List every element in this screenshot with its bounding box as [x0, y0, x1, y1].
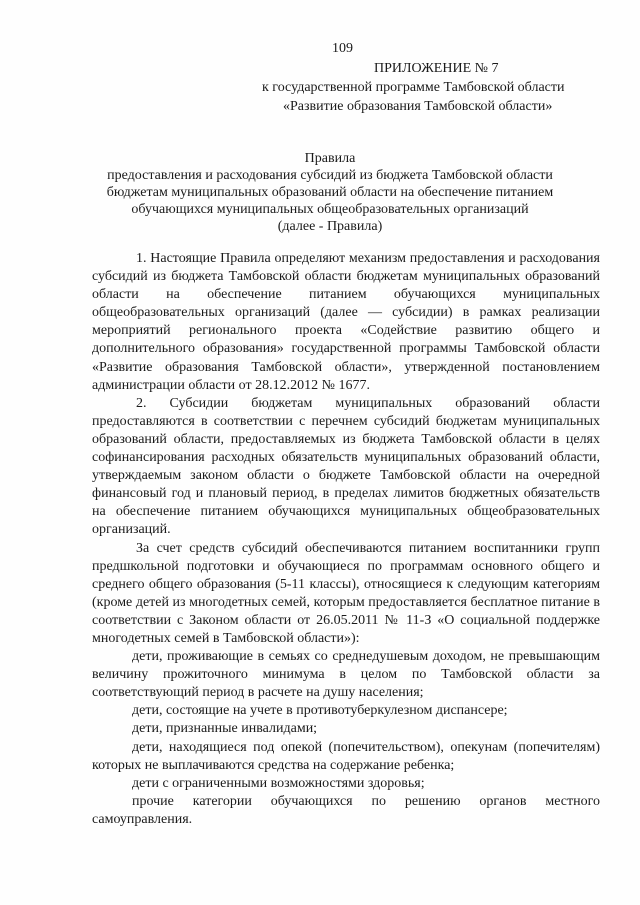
category-item: прочие категории обучающихся по решению органов местного самоуправления.	[92, 793, 600, 827]
appendix-line-2: «Развитие образования Тамбовской области»	[283, 99, 553, 114]
category-item: дети с ограниченными возможностями здоровья;	[132, 775, 425, 791]
paragraph-2: 2. Субсидии бюджетам муниципальных образований области предоставляются в соответствии с перечнем субсидий бюджетам муниципальных образований области, предоставляемых из бюджета Тамбовской области в целях софинансирования расходных обязательств муниципальных образований области, утверждаемым законом области о бюджете Тамбовской области на очередной финансовый год и плановый период, в пределах лимитов бюджетных обязательств на обеспечение питанием обучающихся муниципальных общеобразовательных организаций.	[92, 395, 600, 538]
paragraph-1: 1. Настоящие Правила определяют механизм предоставления и расходования субсидий из бюджета Тамбовской области бюджетам муниципальных образований области на обеспечение питанием обучающихся муниципальных общеобразовательных организаций (далее — субсидии) в рамках реализации мероприятий регионального проекта «Содействие развитию общего и дополнительного образования» государственной программы Тамбовской области «Развитие образования Тамбовской области», утвержденной постановлением администрации области от 28.12.2012 № 1677.	[92, 251, 600, 393]
category-item: дети, находящиеся под опекой (попечительством), опекунам (попечителям) которых не выплачиваются средства на содержание ребенка;	[92, 739, 600, 773]
category-item: дети, признанные инвалидами;	[132, 721, 318, 737]
rules-title-line-4: (далее - Правила)	[277, 219, 383, 234]
category-item: дети, проживающие в семьях со среднедушевым доходом, не превышающим величину прожиточного минимума в целом по Тамбовской области за соответствующий период в расчете на душу населения;	[92, 649, 600, 701]
rules-title-line-2: бюджетам муниципальных образований области на обеспечение питанием	[106, 185, 554, 200]
appendix-line-1: к государственной программе Тамбовской области	[262, 80, 565, 95]
rules-title-line-1: предоставления и расходования субсидий из бюджета Тамбовской области	[107, 168, 553, 183]
document-body	[92, 250, 600, 829]
category-item: дети, состоящие на учете в противотуберкулезном диспансере;	[132, 703, 508, 719]
rules-title-block	[80, 150, 580, 235]
rules-title-line-3: обучающихся муниципальных общеобразовательных организаций	[131, 202, 529, 217]
rules-heading: Правила	[304, 151, 356, 166]
appendix-title: ПРИЛОЖЕНИЕ № 7	[374, 61, 499, 76]
paragraph-3: За счет средств субсидий обеспечиваются питанием воспитанники групп предшкольной подготовки и обучающиеся по программам основного общего и среднего общего образования (5-11 классы), относящиеся к следующим категориям (кроме детей из многодетных семей, которым предоставляется бесплатное питание в соответствии с Законом области от 26.05.2011 № 11-З «О социальной поддержке многодетных семей в Тамбовской области»):	[92, 540, 600, 646]
page-number: 109	[332, 41, 353, 56]
